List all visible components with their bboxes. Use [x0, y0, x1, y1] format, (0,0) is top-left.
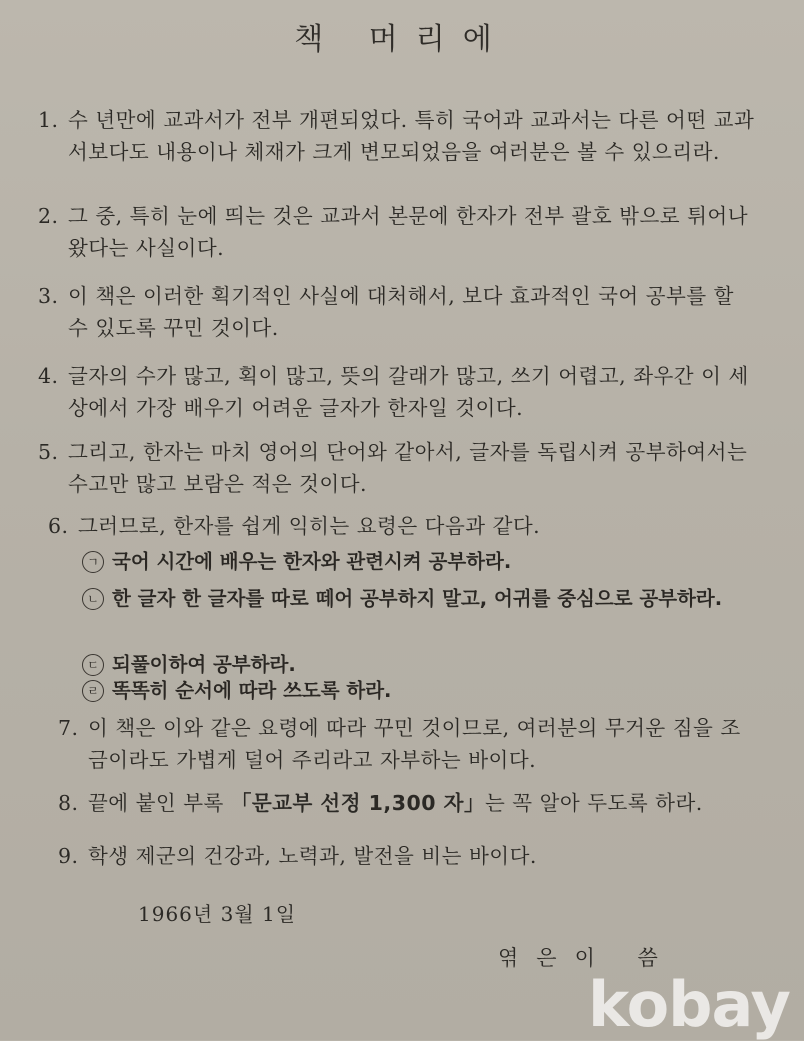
sub-item-text: 국어 시간에 배우는 한자와 관련시켜 공부하라.	[112, 550, 512, 573]
sub-item-text: 똑똑히 순서에 따라 쓰도록 하라.	[112, 679, 392, 702]
list-item	[38, 436, 758, 500]
item-number: 3.	[38, 284, 59, 308]
sub-list-item	[82, 582, 762, 615]
item-text: 글자의 수가 많고, 획이 많고, 뜻의 갈래가 많고, 쓰기 어렵고, 좌우간 이 세상에서 가장 배우기 어려운 글자가 한자일 것이다.	[68, 364, 749, 420]
item-number: 8.	[58, 791, 79, 815]
date-line: 1966년 3월 1일	[138, 902, 297, 926]
item-number: 9.	[58, 844, 79, 868]
list-item	[58, 712, 758, 776]
list-item	[58, 840, 758, 872]
list-item	[38, 360, 758, 424]
item-text: 이 책은 이러한 획기적인 사실에 대처해서, 보다 효과적인 국어 공부를 할 수 있도록 꾸민 것이다.	[68, 284, 734, 340]
circled-letter-icon: ㄱ	[82, 551, 104, 573]
item-number: 5.	[38, 440, 59, 464]
list-item	[38, 280, 758, 344]
list-item	[48, 510, 768, 542]
item-number: 7.	[58, 716, 79, 740]
circled-letter-icon: ㄷ	[82, 654, 104, 676]
item-number: 1.	[38, 108, 59, 132]
item-text: 그리고, 한자는 마치 영어의 단어와 같아서, 글자를 독립시켜 공부하여서는 수고만 많고 보람은 적은 것이다.	[68, 440, 748, 496]
item-number: 6.	[48, 514, 69, 538]
item-number: 4.	[38, 364, 59, 388]
list-item	[38, 200, 758, 264]
page-title: 책 머리에	[294, 22, 510, 57]
kobay-watermark: kobay	[588, 968, 790, 1041]
sub-list-item	[82, 674, 762, 707]
item-text: 그 중, 특히 눈에 띄는 것은 교과서 본문에 한자가 전부 괄호 밖으로 튀어나왔다는 사실이다.	[68, 204, 748, 260]
sub-item-text: 한 글자 한 글자를 따로 떼어 공부하지 말고, 어귀를 중심으로 공부하라.	[112, 587, 723, 610]
item-text: 수 년만에 교과서가 전부 개편되었다. 특히 국어과 교과서는 다른 어떤 교과서보다도 내용이나 체재가 크게 변모되었음을 여러분은 볼 수 있으리라.	[68, 108, 755, 164]
circled-letter-icon: ㄴ	[82, 588, 104, 610]
author-signature: 엮은이 씀	[498, 946, 676, 970]
item-text: 끝에 붙인 부록	[88, 791, 231, 815]
item-text: 는 꼭 알아 두도록 하라.	[484, 791, 703, 815]
sub-list-item	[82, 545, 762, 578]
list-item	[58, 787, 758, 819]
appendix-title: 「문교부 선정 1,300 자」	[230, 791, 485, 815]
circled-letter-icon: ㄹ	[82, 680, 104, 702]
list-item	[38, 104, 758, 168]
item-text: 그러므로, 한자를 쉽게 익히는 요령은 다음과 같다.	[78, 514, 541, 538]
sub-item-text: 되풀이하여 공부하라.	[112, 653, 296, 676]
item-text: 이 책은 이와 같은 요령에 따라 꾸민 것이므로, 여러분의 무거운 짐을 조금이라도 가볍게 덜어 주리라고 자부하는 바이다.	[88, 716, 741, 772]
item-text: 학생 제군의 건강과, 노력과, 발전을 비는 바이다.	[88, 844, 537, 868]
item-number: 2.	[38, 204, 59, 228]
